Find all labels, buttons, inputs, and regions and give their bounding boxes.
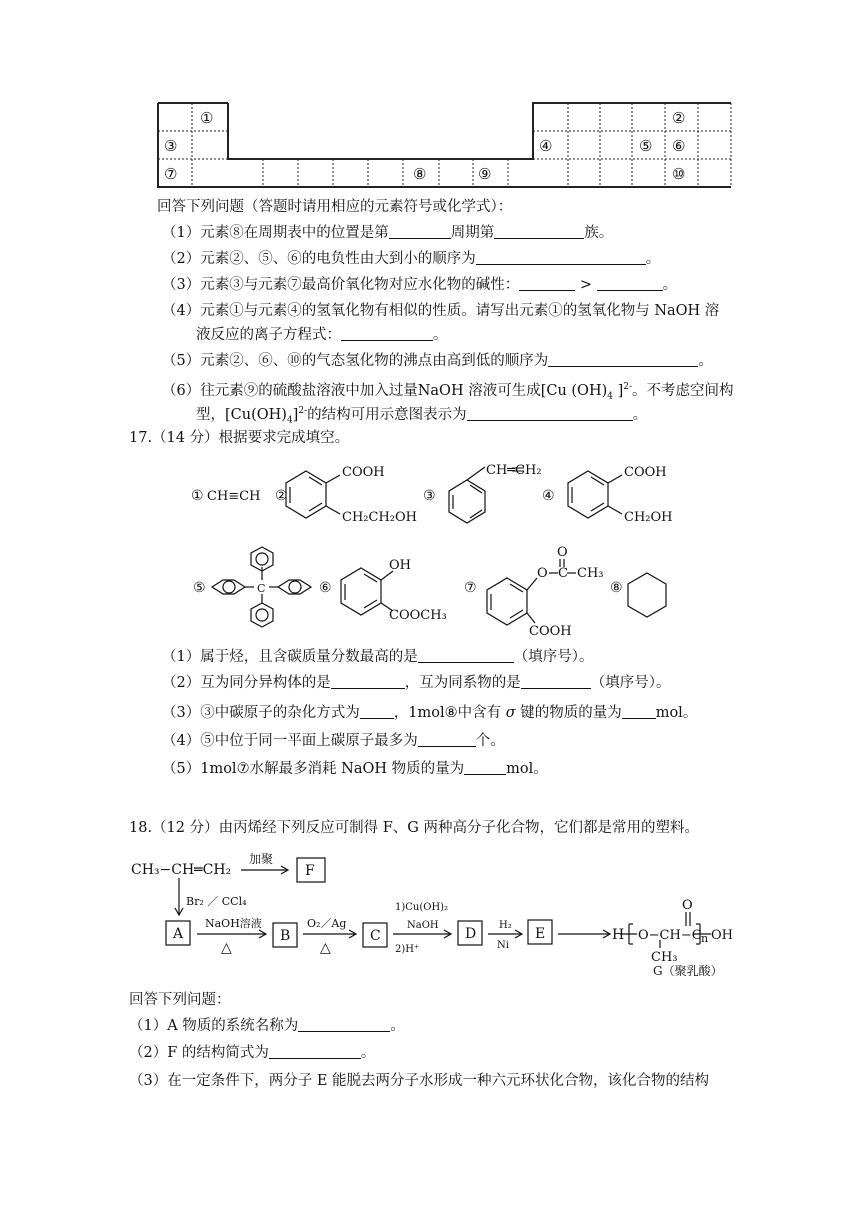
q17-part5: （5）1mol⑦水解最多消耗 NaOH 物质的量为 mol。 [162,761,548,777]
mol7-cooh: COOH [529,624,572,635]
q16-part1: （1）元素⑧在周期表中的位置是第 周期第 族。 [162,225,614,241]
cell-4: ④ [539,137,553,155]
label-delta-2: △ [320,940,331,956]
q18-part3: （3）在一定条件下，两分子 E 能脱去两分子水形成一种六元环状化合物，该化合物的结构 [129,1073,710,1089]
label-delta-1: △ [221,940,232,956]
box-C: C [370,928,381,944]
q17-part4: （4）⑤中位于同一平面上碳原子最多为 个。 [162,733,505,749]
mol3-vinyl: CH═CH₂ [486,463,542,478]
mol7-c: C [558,566,568,581]
mol4-ch2oh: CH₂OH [624,510,673,525]
q16-part3: （3）元素③与元素⑦最高价氧化物对应水化物的碱性： > 。 [162,277,678,293]
mol7-ch3: CH₃ [577,566,604,581]
mol4-cooh: COOH [624,465,667,480]
polymer-n: n [701,932,709,945]
periodic-table-fragment [150,98,740,192]
q17-part1: （1）属于烃，且含碳质量分数最高的是 （填序号）。 [162,649,594,665]
label-ni: Ni [497,940,509,951]
mol1-text: CH≡CH [207,489,261,504]
cell-3: ③ [164,137,178,155]
cell-9: ⑨ [478,165,492,183]
label-jiaju: 加聚 [249,852,274,866]
cell-7: ⑦ [164,165,178,183]
q17-part3: （3）③中碳原子的杂化方式为 ，1mol⑧中含有 σ 键的物质的量为 mol。 [162,705,698,721]
q17-title: 17.（14 分）根据要求完成填空。 [129,430,350,446]
q17-structures [185,455,685,635]
label-3: ③ [423,488,436,504]
mol2-cooh: COOH [342,465,385,480]
label-naoh: NaOH [407,920,439,931]
mol5-carbon: C [257,582,266,595]
label-5: ⑤ [193,580,206,596]
cell-6: ⑥ [672,137,686,155]
mol2-ch2ch2oh: CH₂CH₂OH [342,510,417,525]
q16-intro: 回答下列问题（答题时请用相应的元素符号或化学式）： [157,199,513,215]
cell-8: ⑧ [413,165,427,183]
label-8: ⑧ [610,580,623,596]
q17-part2: （2）互为同分异构体的是 ，互为同系物的是 （填序号）。 [162,675,671,691]
mol6-oh: OH [389,558,411,573]
cell-5: ⑤ [639,137,653,155]
polymer-h: H [612,927,625,943]
box-E: E [535,926,546,942]
cell-10: ⑩ [672,165,686,183]
q18-title: 18.（12 分）由丙烯经下列反应可制得 F、G 两种高分子化合物，它们都是常用的塑料。 [129,820,699,836]
q18-part2: （2）F 的结构简式为 。 [129,1045,376,1061]
box-A: A [173,926,184,942]
box-F: F [305,863,315,879]
label-cuoh2: 1)Cu(OH)₂ [395,902,449,913]
label-7: ⑦ [464,580,477,596]
box-B: B [280,928,291,944]
label-2: ② [275,488,288,504]
label-4: ④ [542,488,555,504]
mol7-o: O [537,566,548,581]
q18-reaction-scheme [125,848,745,976]
polymer-carbonyl-o: O [682,898,693,913]
q16-part4a: （4）元素①与元素④的氢氧化物有相似的性质。请写出元素①的氢氧化物与 NaOH 溶 [162,303,720,319]
q16-part5: （5）元素②、⑥、⑩的气态氢化物的沸点由高到低的顺序为 。 [162,353,713,369]
q16-part4b: 液反应的离子方程式： 。 [196,327,448,343]
cell-1: ① [200,109,214,127]
label-1: ① [191,488,204,504]
label-h-plus: 2)H⁺ [395,944,420,955]
mol7-carbonyl-o: O [557,545,568,560]
mol6-cooch3: COOCH₃ [389,608,447,623]
q18-intro: 回答下列问题： [129,992,231,1008]
q16-part6a: （6）往元素⑨的硫酸盐溶液中加入过量NaOH 溶液可生成[Cu $(OH)_4$ ]$^{2-}$。不考虑空间构 [162,382,734,402]
cell-2: ② [672,109,686,127]
label-G: G（聚乳酸） [653,964,723,976]
label-o2ag: O₂／Ag [307,917,347,930]
box-D: D [465,926,477,942]
q16-part2: （2）元素②、⑤、⑥的电负性由大到小的顺序为 。 [162,251,661,267]
polymer-chain: O−CH−C [638,928,702,943]
propene: CH₃−CH═CH₂ [131,862,232,878]
polymer-oh: OH [711,928,733,943]
label-naoh-aq: NaOH溶液 [205,917,262,930]
q18-part1: （1）A 物质的系统名称为 。 [129,1018,405,1034]
q16-part6b: 型，$[Cu(OH)_4]^{2-}$的结构可用示意图表示为 。 [196,406,648,426]
label-6: ⑥ [319,580,332,596]
polymer-ch3: CH₃ [651,950,678,965]
label-h2: H₂ [499,920,512,931]
label-br2: Br₂ ／ CCl₄ [186,895,247,908]
